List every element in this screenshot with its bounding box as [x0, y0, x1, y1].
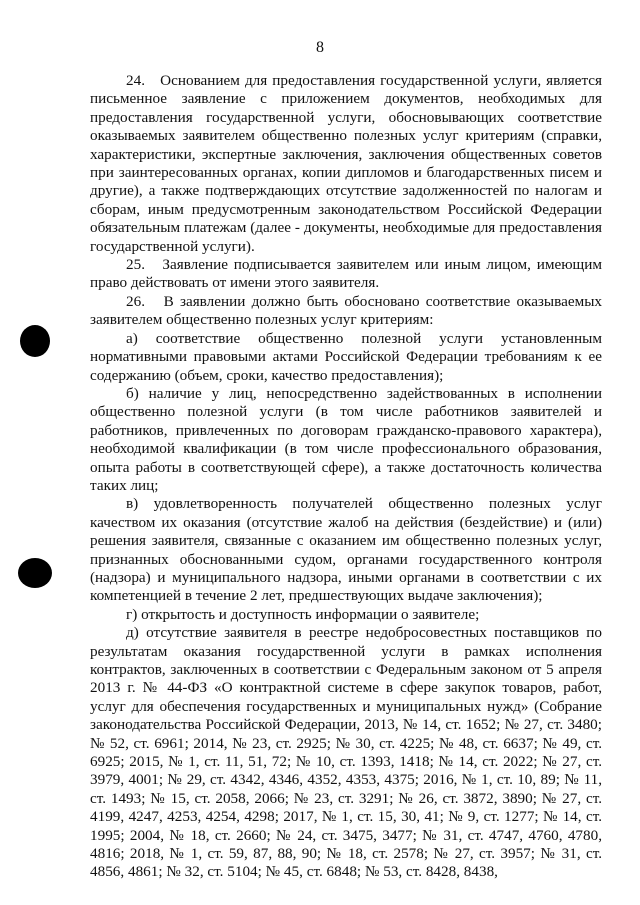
paragraph-24: 24. Основанием для предоставления государственной услуги, является письменное заявление с приложением документов, необходимых для предоставления государственной услуги, обосновывающих соответствие оказываемых заявителем общественно полезных услуг критериям (справки, характеристики, экспертные заключения, заключения общественных советов при заинтересованных органах, копии дипломов и благодарственных писем и другие), а также подтверждающих отсутствие задолженностей по налогам и сборам, иным предусмотренным законодательством Российской Федерации обязательным платежам (далее - документы, необходимые для предоставления государственной услуги).	[90, 72, 602, 255]
paragraph-26-item-a: а) соответствие общественно полезной услуги установленным нормативными правовыми актами Российской Федерации требованиям к ее содержанию (объем, сроки, качество предоставления);	[90, 329, 602, 384]
hole-punch-mark-lower	[18, 558, 52, 588]
page-number: 8	[316, 39, 324, 56]
paragraph-26-item-v: в) удовлетворенность получателей общественно полезных услуг качеством их оказания (отсутствие жалоб на действия (бездействие) и (или) решения заявителя, связанные с оказанием им общественно полезных услуг, признанных обоснованными судом, органами государственного контроля (надзора) и муниципального надзора, иными органами в соответствии с их компетенцией в течение 2 лет, предшествующих выдаче заключения);	[90, 495, 602, 605]
paragraph-25: 25. Заявление подписывается заявителем или иным лицом, имеющим право действовать от имени этого заявителя.	[90, 256, 602, 292]
paragraph-26-item-d: д) отсутствие заявителя в реестре недобросовестных поставщиков по результатам оказания государственной услуги в рамках исполнения контрактов, заключенных в соответствии с Федеральным законом от 5 апреля 2013 г. № 44-ФЗ «О контрактной системе в сфере закупок товаров, работ, услуг для обеспечения государственных и муниципальных нужд» (Собрание законодательства Российской Федерации, 2013, № 14, ст. 1652; № 27, ст. 3480; № 52, ст. 6961; 2014, № 23, ст. 2925; № 30, ст. 4225; № 48, ст. 6637; № 49, ст. 6925; 2015, № 1, ст. 11, 51, 72; № 10, ст. 1393, 1418; № 14, ст. 2022; № 27, ст. 3979, 4001; № 29, ст. 4342, 4346, 4352, 4353, 4375; 2016, № 1, ст. 10, 89; № 11, ст. 1493; № 15, ст. 2058, 2066; № 23, ст. 3291; № 26, ст. 3872, 3890; № 27, ст. 4199, 4247, 4253, 4254, 4298; 2017, № 1, ст. 15, 30, 41; № 9, ст. 1277; № 14, ст. 1995; 2004, № 18, ст. 2660; № 24, ст. 3475, 3477; № 31, ст. 4747, 4760, 4780, 4816; 2018, № 1, ст. 59, 87, 88, 90; № 18, ст. 2578; № 27, ст. 3957; № 31, ст. 4856, 4861; № 32, ст. 5104; № 45, ст. 6848; № 53, ст. 8428, 8438,	[90, 624, 602, 881]
paragraph-26-item-b: б) наличие у лиц, непосредственно задействованных в исполнении общественно полезной услуги (в том числе работников заявителей и работников, привлеченных по договорам гражданско-правового характера), необходимой квалификации (в том числе профессионального образования, опыта работы в соответствующей сфере), а также достаточность количества таких лиц;	[90, 384, 602, 494]
hole-punch-mark-upper	[20, 325, 50, 357]
document-body	[90, 72, 602, 882]
paragraph-26: 26. В заявлении должно быть обосновано соответствие оказываемых заявителем общественно полезных услуг критериям:	[90, 292, 602, 329]
paragraph-26-item-g: г) открытость и доступность информации о заявителе;	[126, 605, 480, 623]
